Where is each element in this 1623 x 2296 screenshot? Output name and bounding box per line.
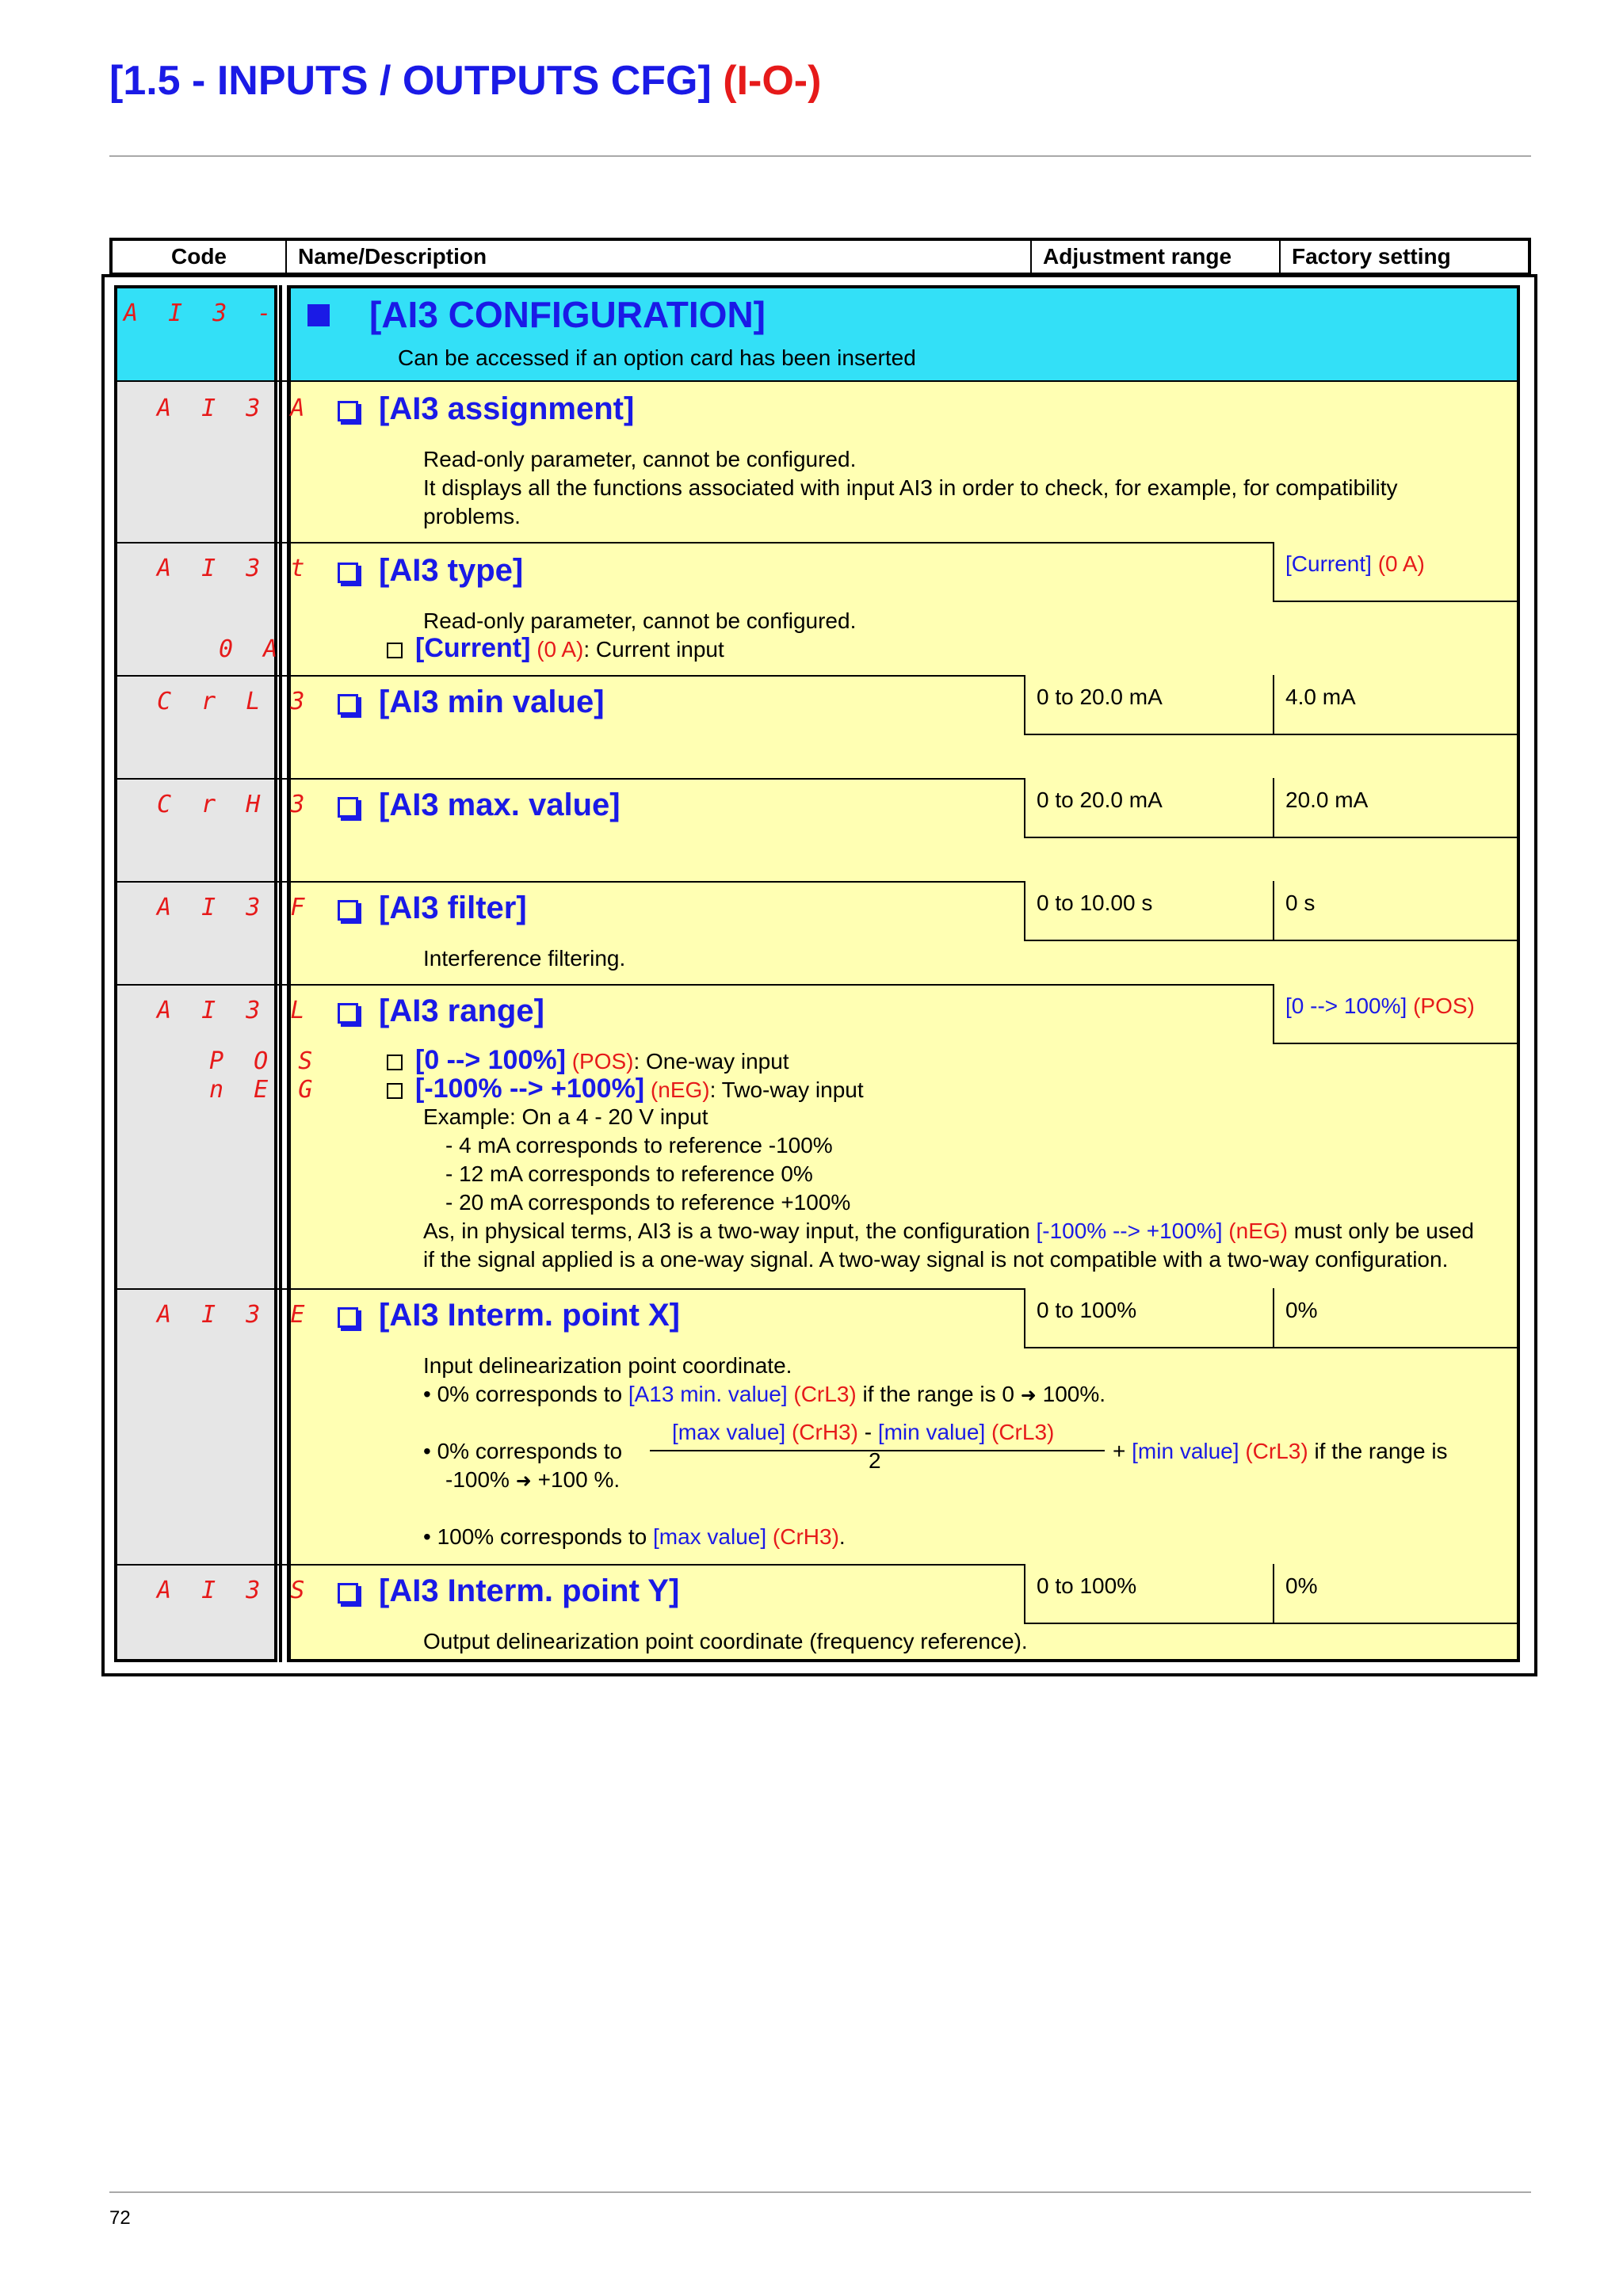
num-link1: [max value] (672, 1420, 786, 1444)
ai3-range-bullet3: - 20 mA corresponds to reference +100% (445, 1190, 851, 1215)
num-link2: [min value] (877, 1420, 986, 1444)
ai3-interm-x-bullet2-tail (1113, 1437, 1448, 1466)
ai3-type-option-label: [Current] (415, 633, 531, 663)
code-ai3s: A I 3 S (157, 1577, 313, 1604)
header-range: Adjustment range (1032, 241, 1281, 273)
ai3-range-factory (1273, 984, 1517, 1044)
ai3-interm-x-range: 0 to 100% (1024, 1288, 1273, 1348)
ai3-range-factory-label: [0 --> 100%] (1285, 994, 1407, 1018)
parameter-checkbox-icon (338, 401, 358, 421)
ai3-type-desc1: Read-only parameter, cannot be configured. (423, 608, 857, 633)
b1-code: (CrL3) (787, 1382, 857, 1406)
section-code: A I 3 - (124, 299, 280, 327)
ai3-type-title: [AI3 type] (379, 553, 524, 588)
code-ai3f: A I 3 F (157, 894, 313, 921)
ai3-range-title: [AI3 range] (379, 994, 544, 1028)
ai3-range-opt1-paren: (POS) (571, 1049, 634, 1074)
section-note: Can be accessed if an option card has been inserted (398, 345, 916, 370)
ai3-type-option-paren: (0 A) (537, 637, 584, 662)
ai3-range-example: Example: On a 4 - 20 V input (423, 1104, 708, 1129)
b1-link: [A13 min. value] (628, 1382, 788, 1406)
ai3-min-title: [AI3 min value] (379, 685, 605, 719)
parameter-checkbox-icon (338, 797, 358, 818)
num-code2: (CrL3) (985, 1420, 1055, 1444)
b2-plus: + (1113, 1439, 1132, 1463)
code-pos: P O S (209, 1047, 321, 1075)
fraction-numerator (672, 1418, 1054, 1447)
fraction-denominator: 2 (869, 1448, 881, 1473)
ai3-interm-y-title: [AI3 Interm. point Y] (379, 1573, 680, 1608)
ai3-type-factory-code: (0 A) (1377, 551, 1425, 576)
header-factory: Factory setting (1292, 244, 1451, 269)
code-ai3l: A I 3 L (157, 997, 313, 1024)
ai3-interm-y-range: 0 to 100% (1024, 1564, 1273, 1624)
arrow-right-icon: ➜ (515, 1470, 532, 1492)
b3-pre: • 100% corresponds to (423, 1524, 653, 1549)
ai3-min-range: 0 to 20.0 mA (1024, 675, 1273, 735)
ai3-range-note-b: must only be used (1287, 1219, 1475, 1243)
b2-code: (CrL3) (1239, 1439, 1308, 1463)
table-header (109, 238, 1531, 274)
header-code: Code (113, 241, 287, 273)
code-neg: n E G (209, 1076, 321, 1104)
header-name: Name/Description (287, 241, 1032, 273)
code-ai3a: A I 3 A (157, 395, 313, 422)
code-crh3: C r H 3 (157, 791, 313, 818)
ai3-range-opt1-label: [0 --> 100%] (415, 1045, 566, 1075)
ai3-range-option-pos (387, 1046, 789, 1076)
ai3-interm-x-title: [AI3 Interm. point X] (379, 1298, 680, 1333)
row-separator (117, 380, 1517, 382)
ai3-range-option-neg (387, 1074, 864, 1104)
ai3-interm-x-bullet3 (423, 1523, 846, 1551)
ai3-filter-title: [AI3 filter] (379, 891, 527, 925)
top-rule (109, 155, 1531, 157)
ai3-max-range: 0 to 20.0 mA (1024, 778, 1273, 838)
ai3-max-title: [AI3 max. value] (379, 788, 621, 822)
ai3-filter-desc1: Interference filtering. (423, 946, 626, 971)
ai3-assignment-title: [AI3 assignment] (379, 391, 635, 426)
ai3-range-bullet1: - 4 mA corresponds to reference -100% (445, 1133, 833, 1158)
page-title-code: (I-O-) (723, 58, 822, 104)
ai3-range-note2: if the signal applied is a one-way signal. A two-way signal is not compatible with a two-way configuration. (423, 1247, 1449, 1272)
parameter-checkbox-icon (338, 900, 358, 921)
b1-pre: • 0% corresponds to (423, 1382, 628, 1406)
ai3-type-factory-label: [Current] (1285, 551, 1372, 576)
ai3-interm-x-bullet1 (423, 1380, 1106, 1410)
arrow-right-icon: ➜ (1020, 1385, 1037, 1406)
ai3-interm-x-bullet2-line2 (445, 1466, 620, 1496)
page-number: 72 (109, 2207, 131, 2229)
b2-line2-a: -100% (445, 1467, 516, 1492)
parameter-checkbox-icon (338, 1583, 358, 1604)
code-ai3t: A I 3 t (157, 555, 313, 582)
ai3-range-note-a: As, in physical terms, AI3 is a two-way input, the configuration (423, 1219, 1037, 1243)
ai3-interm-x-desc1: Input delinearization point coordinate. (423, 1353, 792, 1378)
code-column-divider (277, 285, 282, 1662)
ai3-min-factory: 4.0 mA (1273, 675, 1517, 735)
ai3-range-opt1-text: : One-way input (633, 1049, 789, 1074)
parameter-checkbox-icon (338, 1307, 358, 1328)
ai3-range-opt2-label: [-100% --> +100%] (415, 1074, 645, 1104)
b2-line2-b: +100 %. (531, 1467, 621, 1492)
ai3-interm-y-desc1: Output delinearization point coordinate (frequency reference). (423, 1629, 1028, 1653)
ai3-type-option (387, 634, 724, 664)
ai3-range-note-code: (nEG) (1222, 1219, 1288, 1243)
section-title: [AI3 CONFIGURATION] (369, 294, 766, 335)
code-crl3: C r L 3 (157, 688, 313, 715)
ai3-type-option-text: : Current input (583, 637, 724, 662)
bottom-rule (109, 2191, 1531, 2193)
ai3-interm-x-factory: 0% (1273, 1288, 1517, 1348)
parameter-checkbox-icon (338, 694, 358, 715)
ai3-range-note1 (423, 1217, 1474, 1245)
ai3-range-opt2-paren: (nEG) (650, 1077, 710, 1102)
ai3-range-note-link: [-100% --> +100%] (1036, 1219, 1223, 1243)
num-minus: - (857, 1420, 878, 1444)
b3-link: [max value] (652, 1524, 767, 1549)
b1-end: 100%. (1036, 1382, 1106, 1406)
code-0a: 0 A (219, 635, 286, 663)
ai3-type-factory (1273, 542, 1517, 602)
ai3-filter-range: 0 to 10.00 s (1024, 881, 1273, 941)
parameter-checkbox-icon (338, 563, 358, 583)
ai3-assignment-desc3: problems. (423, 504, 521, 528)
code-column (114, 285, 280, 1662)
ai3-interm-y-factory: 0% (1273, 1564, 1517, 1624)
ai3-range-factory-code: (POS) (1413, 994, 1475, 1018)
ai3-range-opt2-text: : Two-way input (709, 1077, 864, 1102)
parameter-checkbox-icon (338, 1003, 358, 1024)
num-code1: (CrH3) (785, 1420, 858, 1444)
b3-code: (CrH3) (766, 1524, 839, 1549)
ai3-assignment-desc2: It displays all the functions associated with input AI3 in order to check, for example, for compatibility (423, 475, 1398, 500)
page-title (109, 57, 821, 105)
code-ai3e: A I 3 E (157, 1301, 313, 1329)
ai3-assignment-desc1: Read-only parameter, cannot be configured. (423, 447, 857, 471)
b3-end: . (838, 1524, 846, 1549)
ai3-filter-factory: 0 s (1273, 881, 1517, 941)
option-box-icon (387, 643, 403, 658)
option-box-icon (387, 1083, 403, 1099)
section-square-icon (307, 304, 330, 326)
option-box-icon (387, 1055, 403, 1070)
b2-link: [min value] (1132, 1439, 1239, 1463)
b1-post: if the range is 0 (856, 1382, 1021, 1406)
ai3-interm-x-bullet2: • 0% corresponds to (423, 1439, 623, 1463)
ai3-max-factory: 20.0 mA (1273, 778, 1517, 838)
ai3-range-bullet2: - 12 mA corresponds to reference 0% (445, 1161, 813, 1186)
b2-post: if the range is (1308, 1439, 1448, 1463)
page-title-text: [1.5 - INPUTS / OUTPUTS CFG] (109, 58, 712, 104)
